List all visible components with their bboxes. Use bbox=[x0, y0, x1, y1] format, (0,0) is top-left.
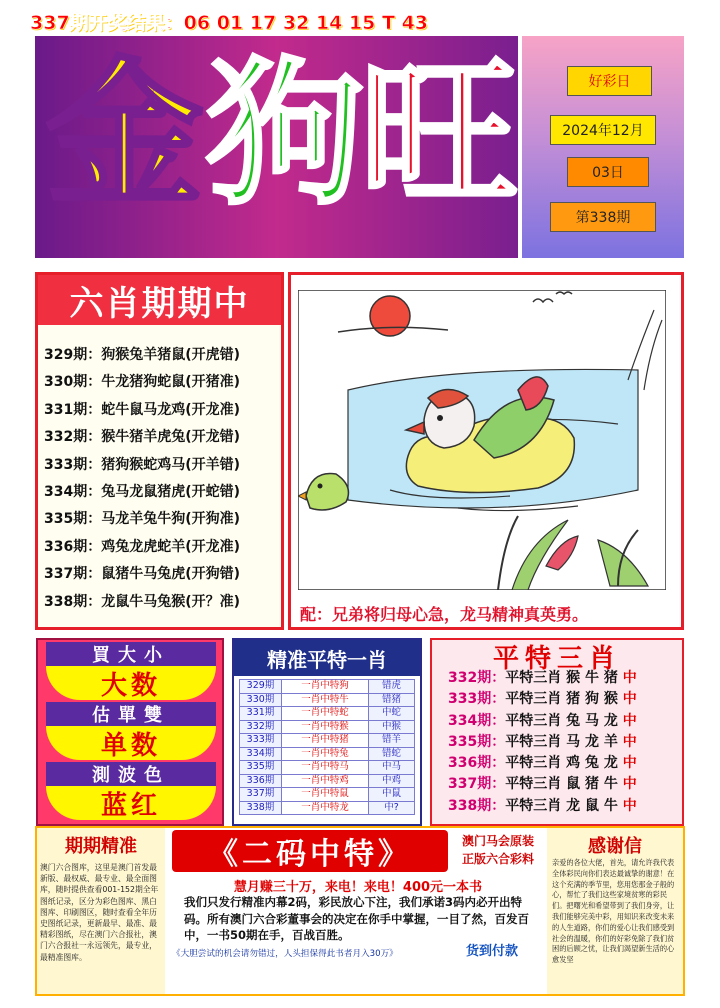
odd-even-label: 估單雙 bbox=[46, 702, 216, 726]
table-cell: 331期 bbox=[240, 707, 282, 721]
list-item bbox=[448, 753, 678, 774]
macau-original-label: 澳门马会原装 bbox=[461, 834, 534, 848]
two-code-title: 《二码中特》 bbox=[172, 830, 448, 872]
table-cell: 335期 bbox=[240, 761, 282, 775]
hit-mark: 中 bbox=[622, 670, 637, 686]
table-cell: 334期 bbox=[240, 747, 282, 761]
table-cell: 中鼠 bbox=[369, 788, 415, 802]
table-cell: 330期 bbox=[240, 693, 282, 707]
table-row bbox=[240, 774, 415, 788]
day-label: 03日 bbox=[567, 157, 649, 187]
hit-mark: 中 bbox=[622, 797, 637, 814]
table-row bbox=[240, 801, 415, 815]
hit-mark: 中 bbox=[622, 712, 637, 729]
table-row bbox=[240, 693, 415, 707]
thank-you-title: 感谢信 bbox=[588, 836, 642, 857]
list-item: 331期：蛇牛鼠马龙鸡(开龙准) bbox=[44, 401, 241, 418]
table-row bbox=[240, 788, 415, 802]
zodiac-picks: 平特三肖 鸡 兔 龙 bbox=[505, 755, 623, 772]
table-cell: 一肖中特狗 bbox=[282, 680, 369, 694]
wave-color-value: 蓝红 bbox=[46, 786, 216, 820]
zodiac-picks: 平特三肖 兔 马 龙 bbox=[505, 712, 623, 729]
table-cell: 错蛇 bbox=[369, 747, 415, 761]
issue-label: 338期： bbox=[448, 797, 506, 814]
list-item: 333期：猪狗猴蛇鸡马(开羊错) bbox=[44, 456, 241, 473]
thank-you-text: 亲爱的各位大佬，首先，请允许我代表全体彩民向你们表达最诚挚的谢意！在这个充满的季节里，您用您那金子般的心，帮忙了我们这些家境贫寒的彩民们。把曙光和希望带到了我们身旁，让我们能够完美中彩，用知识来改变未来的人生道路，你们的爱心让我们感受到社会的温暖，你们的好彩免除了我们贫困的后顾之忧，让我们渴望新生活的心愈发坚 bbox=[552, 858, 675, 965]
table-cell: 一肖中特蛇 bbox=[282, 707, 369, 721]
six-zodiac-title: 六肖期期中 bbox=[38, 275, 281, 325]
lucky-day-label: 好彩日 bbox=[567, 66, 652, 96]
table-cell: 一肖中特鼠 bbox=[282, 788, 369, 802]
precise-zodiac-title: 精准平特一肖 bbox=[234, 640, 420, 676]
table-cell: 错猪 bbox=[369, 693, 415, 707]
hit-mark: 中 bbox=[622, 733, 637, 750]
issue-label: 332期： bbox=[448, 670, 506, 686]
table-row bbox=[240, 707, 415, 721]
issue-number-label: 第338期 bbox=[550, 202, 656, 232]
table-cell: 一肖中特猪 bbox=[282, 734, 369, 748]
table-row bbox=[240, 734, 415, 748]
table-row bbox=[240, 747, 415, 761]
zodiac-picks: 平特三肖 猴 牛 猪 bbox=[505, 670, 623, 686]
table-cell: 中鸡 bbox=[369, 774, 415, 788]
zodiac-picks: 平特三肖 猪 狗 猴 bbox=[505, 691, 623, 708]
table-row bbox=[240, 761, 415, 775]
zodiac-picks: 平特三肖 龙 鼠 牛 bbox=[505, 797, 623, 814]
table-cell: 338期 bbox=[240, 801, 282, 815]
three-zodiac-title: 平特三肖 bbox=[435, 642, 679, 670]
zodiac-picks: 平特三肖 鼠 猪 牛 bbox=[505, 776, 623, 793]
left-info-title: 期期精准 bbox=[65, 836, 137, 857]
three-zodiac-list bbox=[448, 668, 678, 817]
list-item: 332期：猴牛猪羊虎兔(开龙错) bbox=[44, 429, 241, 446]
issue-label: 335期： bbox=[448, 733, 506, 750]
hit-mark: 中 bbox=[622, 755, 637, 772]
issue-label: 337期： bbox=[448, 776, 506, 793]
table-cell: 一肖中特兔 bbox=[282, 747, 369, 761]
hit-mark: 中 bbox=[622, 776, 637, 793]
issue-label: 336期： bbox=[448, 755, 506, 772]
table-cell: 329期 bbox=[240, 680, 282, 694]
table-cell: 336期 bbox=[240, 774, 282, 788]
table-cell: 一肖中特牛 bbox=[282, 693, 369, 707]
cash-on-delivery-label: 货到付款 bbox=[466, 944, 519, 959]
table-cell: 一肖中特鸡 bbox=[282, 774, 369, 788]
title-char-dog: 狗 bbox=[206, 43, 364, 227]
mandarin-duck-illustration bbox=[298, 290, 666, 590]
issue-label: 334期： bbox=[448, 712, 506, 729]
table-cell: 一肖中特马 bbox=[282, 761, 369, 775]
table-cell: 错虎 bbox=[369, 680, 415, 694]
odd-even-value: 单数 bbox=[46, 726, 216, 760]
list-item: 337期：鼠猪牛马兔虎(开狗错) bbox=[44, 566, 241, 583]
table-cell: 中马 bbox=[369, 761, 415, 775]
table-cell: 中蛇 bbox=[369, 707, 415, 721]
list-item: 336期：鸡兔龙虎蛇羊(开龙准) bbox=[44, 538, 241, 555]
table-cell: 333期 bbox=[240, 734, 282, 748]
footer-note: 《大胆尝试的机会请勿错过，人头担保得此书者月入30万》 bbox=[172, 949, 398, 959]
table-row bbox=[240, 680, 415, 694]
list-item bbox=[448, 796, 678, 817]
list-item bbox=[448, 668, 678, 689]
list-item: 338期：龙鼠牛马兔猴(开？准) bbox=[44, 593, 241, 610]
title-char-gold: 金 bbox=[46, 43, 204, 227]
precise-zodiac-table bbox=[239, 679, 415, 815]
table-cell: 错羊 bbox=[369, 734, 415, 748]
table-cell: 332期 bbox=[240, 720, 282, 734]
left-info-text: 澳门六合图库，这里是澳门首发最新版、最权威、最专业、最全面图库，随时提供查看001-152期全年图纸记录，区分为彩色图库、黑白图库、印刷图区，随时查看全年历史图纸记录，更新最早、最准、最精彩图纸，尽在澳门六合报社，澳门六合报社一永远领先，最专业，最精准图库。 bbox=[40, 863, 159, 962]
list-item: 335期：马龙羊兔牛狗(开狗准) bbox=[44, 511, 241, 528]
draw-result-line: 337期开奖结果：06 01 17 32 14 15 T 43 bbox=[30, 12, 429, 34]
zodiac-picks: 平特三肖 马 龙 羊 bbox=[505, 733, 623, 750]
list-item: 329期：狗猴兔羊猪鼠(开虎错) bbox=[44, 347, 241, 363]
list-item bbox=[448, 689, 678, 710]
official-material-label: 正版六合彩料 bbox=[461, 852, 534, 866]
list-item: 334期：兔马龙鼠猪虎(开蛇错) bbox=[44, 483, 241, 500]
issue-label: 333期： bbox=[448, 691, 506, 708]
call-slogan: 慧月赚三十万，来电！来电！400元一本书 bbox=[233, 880, 483, 895]
table-cell: 一肖中特龙 bbox=[282, 801, 369, 815]
table-cell: 中? bbox=[369, 801, 415, 815]
table-cell: 中猴 bbox=[369, 720, 415, 734]
illustration-caption: 配：兄弟将归母心急，龙马精神真英勇。 bbox=[300, 605, 589, 624]
list-item: 330期：牛龙猪狗蛇鼠(开猪准) bbox=[44, 374, 241, 391]
list-item bbox=[448, 732, 678, 753]
table-cell: 337期 bbox=[240, 788, 282, 802]
title-char-prosper: 旺 bbox=[360, 43, 518, 227]
list-item bbox=[448, 774, 678, 795]
table-cell: 一肖中特猴 bbox=[282, 720, 369, 734]
promo-text: 我们只发行精准内幕2码，彩民放心下注，我们承诺3码内必开出特码。所有澳门六合彩董事会的决定在你手中掌握，一目了然，百发百中，一书50期在手，百战百胜。 bbox=[184, 895, 529, 942]
size-value: 大数 bbox=[46, 666, 216, 700]
size-label: 買大小 bbox=[46, 642, 216, 666]
wave-color-label: 測波色 bbox=[46, 762, 216, 786]
six-zodiac-list bbox=[44, 342, 280, 616]
list-item bbox=[448, 711, 678, 732]
year-month-label: 2024年12月 bbox=[550, 115, 656, 145]
table-row bbox=[240, 720, 415, 734]
hit-mark: 中 bbox=[622, 691, 637, 708]
